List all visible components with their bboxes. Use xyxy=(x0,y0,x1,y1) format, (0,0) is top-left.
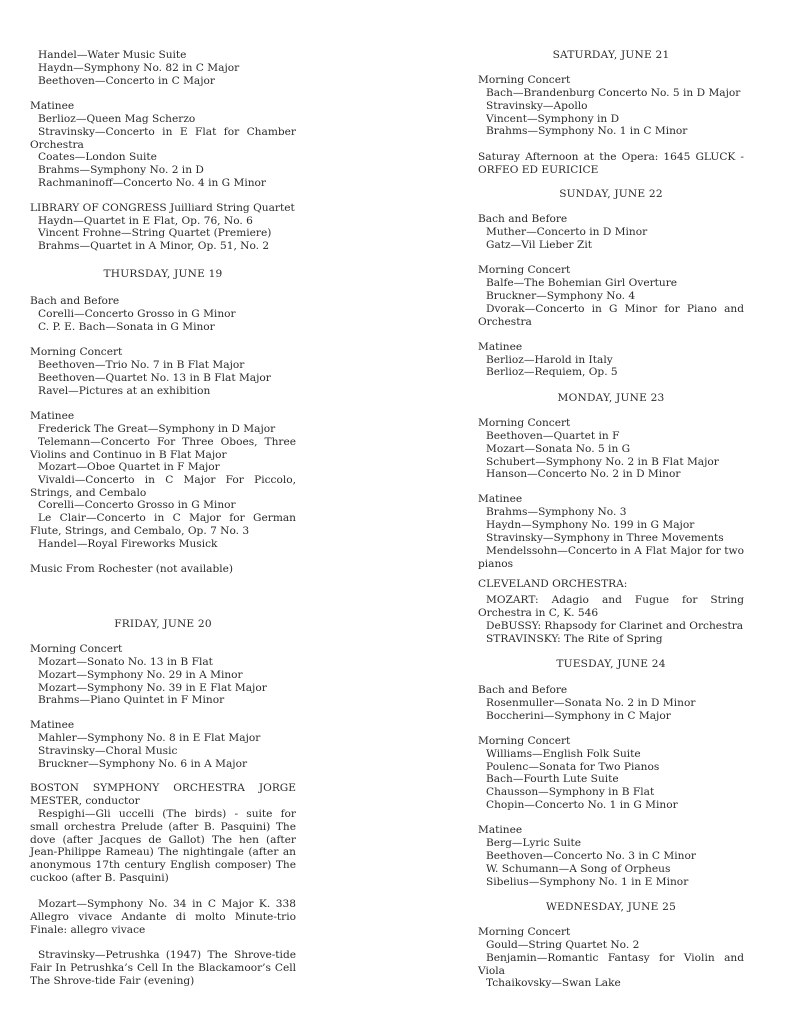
program-entry: Ravel—Pictures at an exhibition xyxy=(38,385,211,397)
day-heading: THURSDAY, JUNE 19 xyxy=(103,268,223,280)
program-entry: Frederick The Great—Symphony in D Major xyxy=(38,423,276,435)
program-entry: W. Schumann—A Song of Orpheus xyxy=(486,863,671,875)
program-entry: Dvorak—Concerto in G Minor for Piano and Orchestra xyxy=(478,303,744,328)
program-entry: Beethoven—Quartet in F xyxy=(486,430,620,442)
section-heading: Matinee xyxy=(30,719,75,731)
day-heading: TUESDAY, JUNE 24 xyxy=(556,658,666,670)
day-heading: WEDNESDAY, JUNE 25 xyxy=(545,901,677,913)
program-entry: Schubert—Symphony No. 2 in B Flat Major xyxy=(486,456,719,468)
program-entry: Brahms—Symphony No. 2 in D xyxy=(38,164,204,176)
program-note: Saturay Afternoon at the Opera: 1645 GLUCK - ORFEO ED EURICICE xyxy=(478,151,744,176)
section-heading: Morning Concert xyxy=(478,735,571,747)
program-entry: Brahms—Symphony No. 3 xyxy=(486,506,627,518)
program-entry: Stravinsky—Apollo xyxy=(486,100,588,112)
program-entry: Mozart—Symphony No. 34 in C Major K. 338 Allegro vivace Andante di molto Minute-trio Finale: allegro vivace xyxy=(30,898,296,936)
program-entry: Mendelssohn—Concerto in A Flat Major for two pianos xyxy=(478,545,744,570)
program-entry: Berlioz—Requiem, Op. 5 xyxy=(486,366,618,378)
program-entry: STRAVINSKY: The Rite of Spring xyxy=(486,633,663,645)
section-heading: Morning Concert xyxy=(30,346,123,358)
program-entry: Coates—London Suite xyxy=(38,151,157,163)
day-heading: MONDAY, JUNE 23 xyxy=(557,392,665,404)
program-entry: Brahms—Symphony No. 1 in C Minor xyxy=(486,125,688,137)
program-entry: Williams—English Folk Suite xyxy=(486,748,641,760)
program-entry: Telemann—Concerto For Three Oboes, Three Violins and Continuo in B Flat Major xyxy=(30,436,296,461)
program-entry: Vivaldi—Concerto in C Major For Piccolo, Strings, and Cembalo xyxy=(30,474,296,499)
section-heading: Morning Concert xyxy=(30,643,123,655)
program-entry: Boccherini—Symphony in C Major xyxy=(486,710,671,722)
program-entry: Respighi—Gli uccelli (The birds) - suite for small orchestra Prelude (after B. Pasquini) The dove (after Jacques de Gallot) The hen (after Jean-Philippe Rameau) The nightingale (after an anonymous 17th century English composer) The cuckoo (after B. Pasquini) xyxy=(30,808,296,884)
program-entry: Beethoven—Trio No. 7 in B Flat Major xyxy=(38,359,245,371)
program-entry: Bach—Brandenburg Concerto No. 5 in D Major xyxy=(486,87,741,99)
program-entry: Haydn—Quartet in E Flat, Op. 76, No. 6 xyxy=(38,215,253,227)
program-entry: Gatz—Vil Lieber Zit xyxy=(486,239,592,251)
section-heading: Matinee xyxy=(478,824,523,836)
section-heading: Matinee xyxy=(478,493,523,505)
program-entry: Bruckner—Symphony No. 4 xyxy=(486,290,636,302)
program-entry: Brahms—Piano Quintet in F Minor xyxy=(38,694,225,706)
day-heading: SATURDAY, JUNE 21 xyxy=(552,49,670,61)
section-heading: Bach and Before xyxy=(478,684,568,696)
program-entry: Poulenc—Sonata for Two Pianos xyxy=(486,761,660,773)
program-entry: Mozart—Symphony No. 39 in E Flat Major xyxy=(38,682,267,694)
section-heading: CLEVELAND ORCHESTRA: xyxy=(478,578,628,590)
program-entry: Muther—Concerto in D Minor xyxy=(486,226,648,238)
program-entry: Sibelius—Symphony No. 1 in E Minor xyxy=(486,876,689,888)
program-entry: Handel—Water Music Suite xyxy=(38,49,187,61)
program-entry: MOZART: Adagio and Fugue for String Orchestra in C, K. 546 xyxy=(478,594,744,619)
program-entry: Tchaikovsky—Swan Lake xyxy=(486,977,621,989)
section-heading: Morning Concert xyxy=(478,417,571,429)
day-heading: SUNDAY, JUNE 22 xyxy=(559,188,663,200)
program-entry: Haydn—Symphony No. 199 in G Major xyxy=(486,519,695,531)
program-entry: Haydn—Symphony No. 82 in C Major xyxy=(38,62,240,74)
program-entry: C. P. E. Bach—Sonata in G Minor xyxy=(38,321,215,333)
program-entry: Stravinsky—Symphony in Three Movements xyxy=(486,532,724,544)
program-entry: Berg—Lyric Suite xyxy=(486,837,582,849)
section-heading: Bach and Before xyxy=(478,213,568,225)
program-entry: Mozart—Sonato No. 13 in B Flat xyxy=(38,656,213,668)
program-entry: Bruckner—Symphony No. 6 in A Major xyxy=(38,758,248,770)
program-entry: Le Clair—Concerto in C Major for German Flute, Strings, and Cembalo, Op. 7 No. 3 xyxy=(30,512,296,537)
program-entry: Beethoven—Quartet No. 13 in B Flat Major xyxy=(38,372,271,384)
day-heading: FRIDAY, JUNE 20 xyxy=(114,618,212,630)
section-heading: LIBRARY OF CONGRESS Juilliard String Quartet xyxy=(30,202,295,214)
program-entry: Berlioz—Queen Mag Scherzo xyxy=(38,113,196,125)
program-entry: Vincent Frohne—String Quartet (Premiere) xyxy=(38,227,272,239)
program-entry: Gould—String Quartet No. 2 xyxy=(486,939,640,951)
program-entry: Stravinsky—Choral Music xyxy=(38,745,178,757)
program-note: BOSTON SYMPHONY ORCHESTRA JORGE MESTER, conductor xyxy=(30,782,296,807)
program-entry: Vincent—Symphony in D xyxy=(486,113,620,125)
program-entry: Rosenmuller—Sonata No. 2 in D Minor xyxy=(486,697,696,709)
program-entry: Rachmaninoff—Concerto No. 4 in G Minor xyxy=(38,177,266,189)
program-entry: Mozart—Sonata No. 5 in G xyxy=(486,443,631,455)
program-entry: Corelli—Concerto Grosso in G Minor xyxy=(38,499,236,511)
program-entry: Brahms—Quartet in A Minor, Op. 51, No. 2 xyxy=(38,240,270,252)
section-heading: Bach and Before xyxy=(30,295,120,307)
program-entry: Beethoven—Concerto No. 3 in C Minor xyxy=(486,850,696,862)
program-entry: Beethoven—Concerto in C Major xyxy=(38,75,215,87)
section-heading: Morning Concert xyxy=(478,74,571,86)
program-entry: Berlioz—Harold in Italy xyxy=(486,354,613,366)
program-entry: Bach—Fourth Lute Suite xyxy=(486,773,619,785)
section-heading: Morning Concert xyxy=(478,264,571,276)
program-entry: Stravinsky—Concerto in E Flat for Chamber Orchestra xyxy=(30,126,296,151)
program-entry: Balfe—The Bohemian Girl Overture xyxy=(486,277,678,289)
section-heading: Matinee xyxy=(30,410,75,422)
section-heading: Matinee xyxy=(30,100,75,112)
section-heading: Music From Rochester (not available) xyxy=(30,563,234,575)
program-entry: DeBUSSY: Rhapsody for Clarinet and Orchestra xyxy=(486,620,744,632)
program-entry: Mozart—Symphony No. 29 in A Minor xyxy=(38,669,243,681)
program-entry: Stravinsky—Petrushka (1947) The Shrove-tide Fair In Petrushka’s Cell In the Blackamoor’s Cell The Shrove-tide Fair (evening) xyxy=(30,949,296,987)
program-entry: Mozart—Oboe Quartet in F Major xyxy=(38,461,220,473)
program-entry: Hanson—Concerto No. 2 in D Minor xyxy=(486,468,681,480)
section-heading: Matinee xyxy=(478,341,523,353)
program-entry: Mahler—Symphony No. 8 in E Flat Major xyxy=(38,732,261,744)
program-entry: Benjamin—Romantic Fantasy for Violin and Viola xyxy=(478,952,744,977)
program-entry: Chausson—Symphony in B Flat xyxy=(486,786,655,798)
section-heading: Morning Concert xyxy=(478,926,571,938)
program-entry: Chopin—Concerto No. 1 in G Minor xyxy=(486,799,678,811)
program-entry: Handel—Royal Fireworks Musick xyxy=(38,538,218,550)
program-entry: Corelli—Concerto Grosso in G Minor xyxy=(38,308,236,320)
